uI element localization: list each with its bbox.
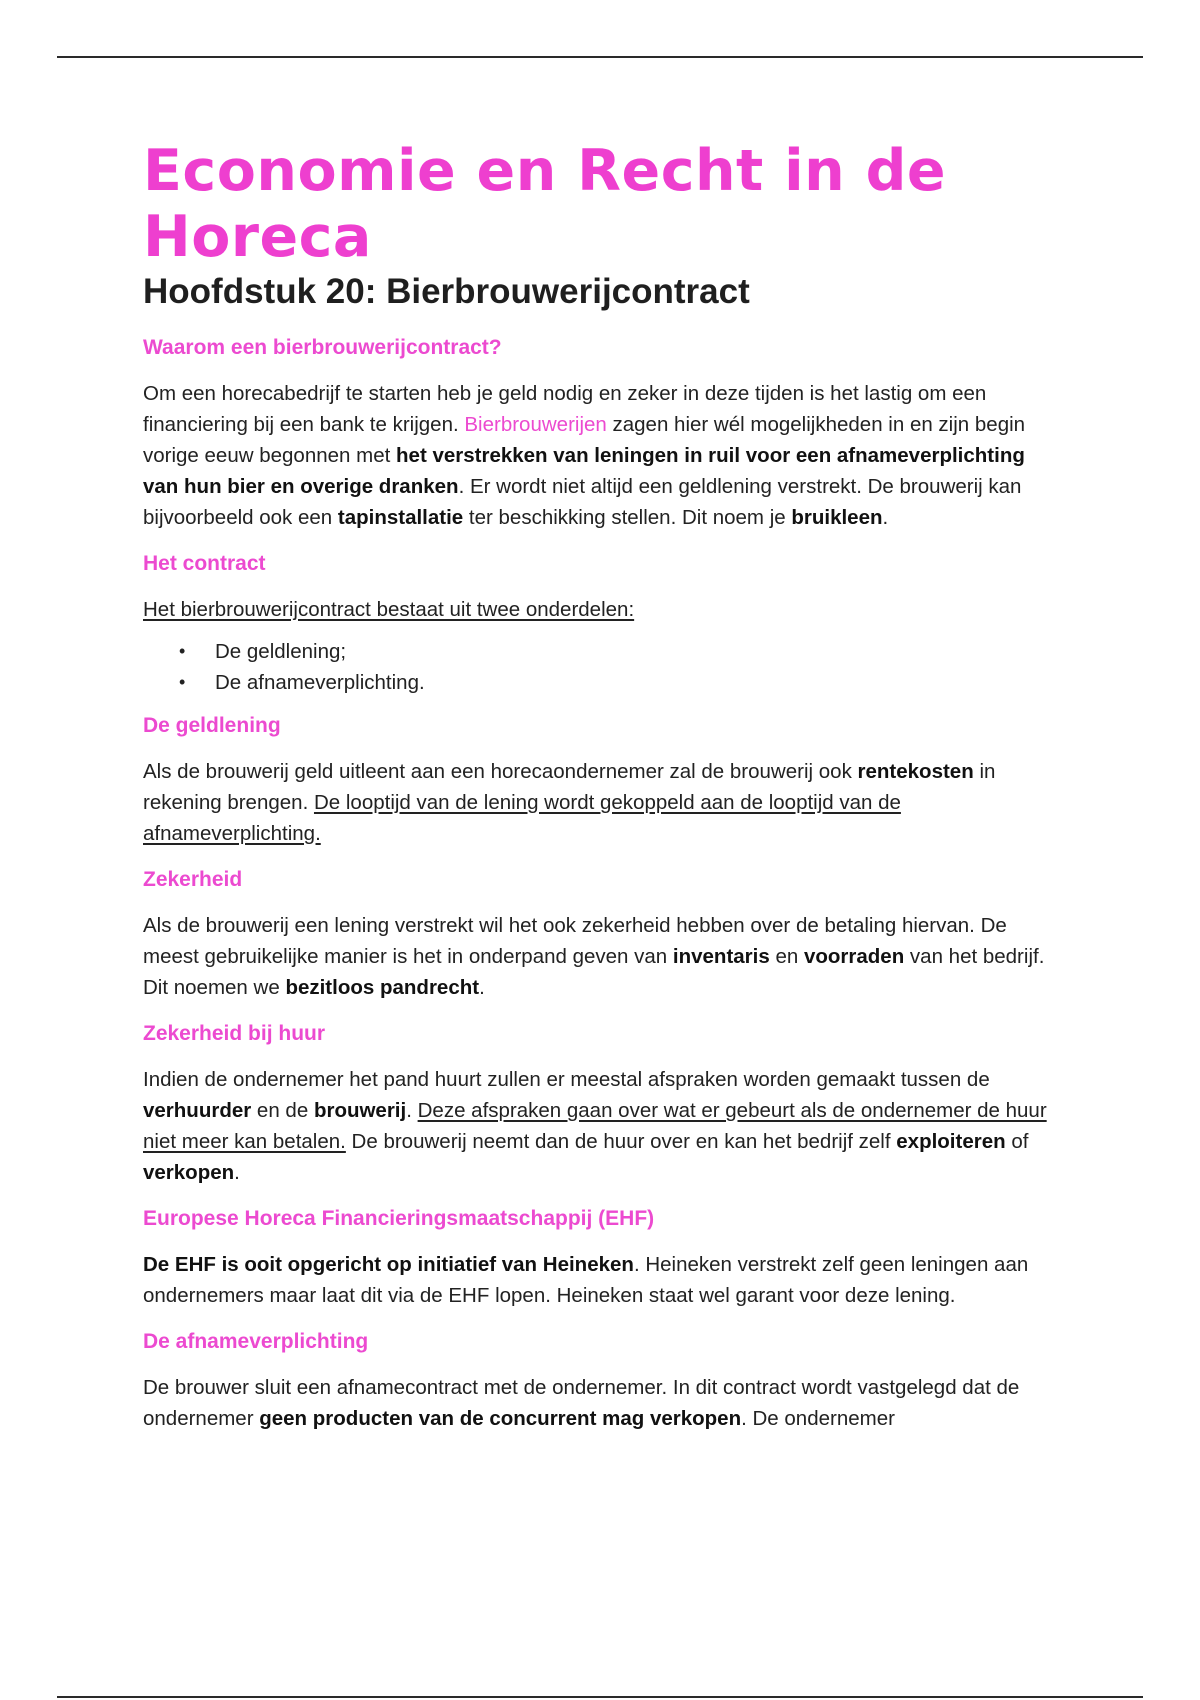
text: De brouwerij neemt dan de huur over en kan het bedrijf zelf xyxy=(345,1130,897,1153)
heading-afnameverplichting: De afnameverplichting xyxy=(143,1330,369,1353)
document-body xyxy=(143,138,1063,1451)
text: of xyxy=(1005,1130,1029,1153)
paragraph-ehf xyxy=(143,1249,1063,1311)
text: ter beschikking stellen. Dit noem je xyxy=(463,506,792,529)
bold-text: bezitloos pandrecht xyxy=(285,976,480,999)
text: Als de brouwerij geld uitleent aan een horecaondernemer zal de brouwerij ook xyxy=(143,760,858,783)
text: Indien de ondernemer het pand huurt zullen er meestal afspraken worden gemaakt tussen de xyxy=(143,1068,990,1091)
heading-zekerheid: Zekerheid xyxy=(143,868,243,891)
paragraph-geldlening xyxy=(143,756,1063,849)
text: . xyxy=(882,506,889,529)
paragraph-contract-intro xyxy=(143,594,1063,625)
list-item xyxy=(179,667,1063,698)
paragraph-afnameverplichting xyxy=(143,1372,1063,1434)
bold-text: rentekosten xyxy=(857,760,974,783)
text: De brouwer sluit een afnamecontract met de ondernemer. In dit contract wordt vastgelegd dat de ondernemer xyxy=(143,1376,1020,1430)
bold-text: het verstrekken van leningen in ruil voor een afnameverplichting van hun bier en overige dranken xyxy=(143,444,1025,498)
footer-rule xyxy=(57,1696,1143,1698)
bold-text: voorraden xyxy=(803,945,905,968)
text: . Er wordt niet altijd een geldlening verstrekt. De brouwerij kan bijvoorbeeld ook een xyxy=(143,475,1022,529)
text: . xyxy=(479,976,485,999)
highlight-bierbrouwerijen: Bierbrouwerijen xyxy=(464,413,607,436)
list-item xyxy=(179,636,1063,667)
contract-bullet-list xyxy=(143,636,1063,698)
heading-geldlening: De geldlening xyxy=(143,714,281,737)
text: en xyxy=(769,945,804,968)
text: . xyxy=(234,1161,240,1184)
bold-text: inventaris xyxy=(672,945,770,968)
bold-text: bruikleen xyxy=(791,506,883,529)
list-item-text: De afnameverplichting. xyxy=(215,671,425,694)
bold-text: De EHF is ooit opgericht op initiatief van Heineken xyxy=(143,1253,634,1276)
bold-text: tapinstallatie xyxy=(337,506,464,529)
document-title-line-1: Economie en Recht in de xyxy=(143,138,947,204)
bullet-icon: • xyxy=(179,641,186,661)
text: . xyxy=(406,1099,418,1122)
bold-text: verhuurder xyxy=(143,1099,252,1122)
bold-text: exploiteren xyxy=(896,1130,1006,1153)
text: . De ondernemer xyxy=(741,1407,895,1430)
text: in rekening brengen. xyxy=(143,760,996,814)
paragraph-zekerheid xyxy=(143,910,1063,1003)
text: van het bedrijf. Dit noemen we xyxy=(143,945,1045,999)
bold-text: geen producten van de concurrent mag verkopen xyxy=(259,1407,742,1430)
underlined-text: Het bierbrouwerijcontract bestaat uit twee onderdelen: xyxy=(143,598,635,621)
heading-ehf: Europese Horeca Financieringsmaatschappij (EHF) xyxy=(143,1207,655,1230)
underlined-text: Deze afspraken gaan over wat er gebeurt als de ondernemer de huur niet meer kan betalen. xyxy=(143,1099,1047,1153)
bold-text: brouwerij xyxy=(313,1099,407,1122)
text: Als de brouwerij een lening verstrekt wil het ook zekerheid hebben over de betaling hiervan. De meest gebruikelijke manier is het in onderpand geven van xyxy=(143,914,1007,968)
bold-text: verkopen xyxy=(143,1161,235,1184)
bullet-icon: • xyxy=(179,672,186,692)
heading-contract: Het contract xyxy=(143,552,266,575)
text: . Heineken verstrekt zelf geen leningen aan ondernemers maar laat dit via de EHF lopen. Heineken staat wel garant voor deze lening. xyxy=(143,1253,1029,1307)
underlined-text: De looptijd van de lening wordt gekoppeld aan de looptijd van de afnameverplichting. xyxy=(143,791,901,845)
document-title-line-2: Horeca xyxy=(143,204,372,270)
text: Om een horecabedrijf te starten heb je geld nodig en zeker in deze tijden is het lastig om een financiering bij een bank te krijgen. xyxy=(143,382,987,436)
paragraph-waarom xyxy=(143,378,1063,533)
heading-waarom: Waarom een bierbrouwerijcontract? xyxy=(143,336,502,359)
heading-zekerheid-huur: Zekerheid bij huur xyxy=(143,1022,326,1045)
text: zagen hier wél mogelijkheden in en zijn begin vorige eeuw begonnen met xyxy=(143,413,1026,467)
document-title xyxy=(143,138,1063,270)
text: en de xyxy=(251,1099,314,1122)
list-item-text: De geldlening; xyxy=(215,640,347,663)
header-rule xyxy=(57,56,1143,58)
paragraph-zekerheid-huur xyxy=(143,1064,1063,1188)
document-subtitle: Hoofdstuk 20: Bierbrouwerijcontract xyxy=(143,272,750,311)
